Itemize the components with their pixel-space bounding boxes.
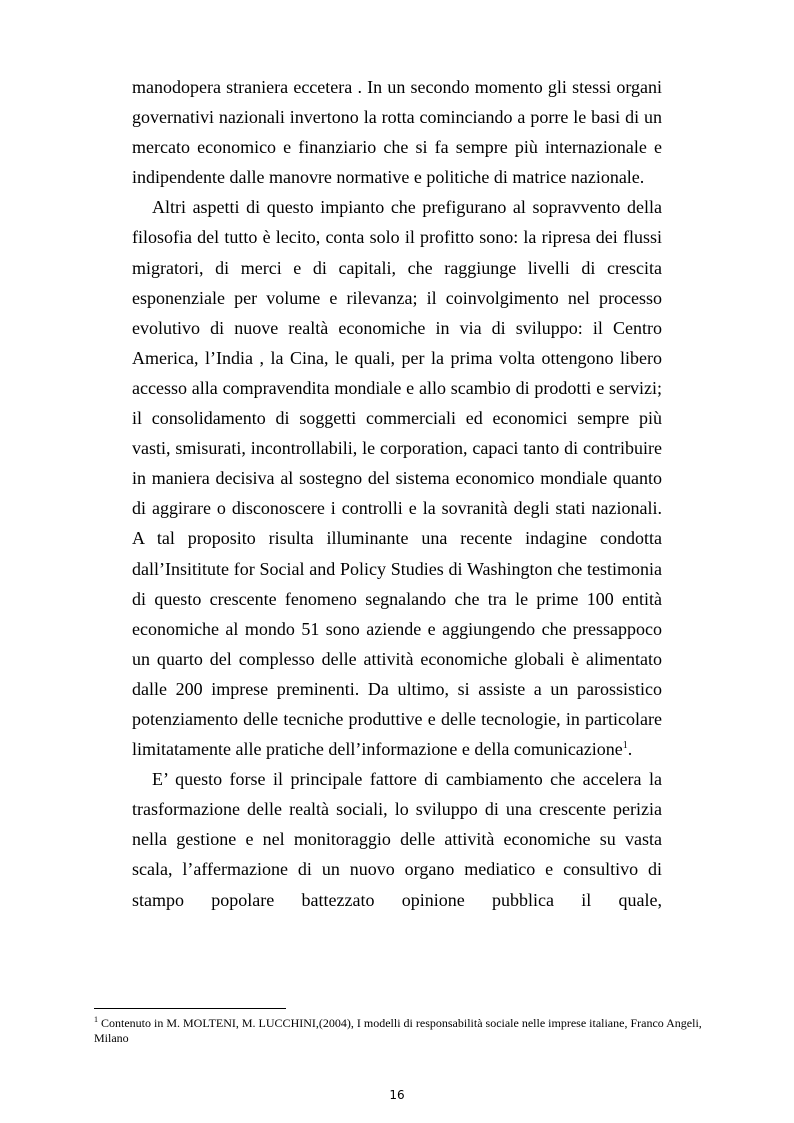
footnote-text: Contenuto in M. MOLTENI, M. LUCCHINI,(2004), I modelli di responsabilità sociale nelle imprese italiane, Franco Angeli, Milano xyxy=(94,1016,702,1045)
paragraph-2-text: Altri aspetti di questo impianto che prefigurano al sopravvento della filosofia del tutto è lecito, conta solo il profitto sono: la ripresa dei flussi migratori, di merci e di capitali, che raggiunge livelli di crescita esponenziale per volume e rilevanza; il coinvolgimento nel processo evolutivo di nuove realtà economiche in via di sviluppo: il Centro America, l’India , la Cina, le quali, per la prima volta ottengono libero accesso alla compravendita mondiale e allo scambio di prodotti e servizi; il consolidamento di soggetti commerciali ed economici sempre più vasti, smisurati, incontrollabili, le corporation, capaci tanto di contribuire in maniera decisiva al sostegno del sistema economico mondiale quanto di aggirare o disconoscere i controlli e la sovranità degli stati nazionali. A tal proposito risulta illuminante una recente indagine condotta dall’Insititute for Social and Policy Studies di Washington che testimonia di questo crescente fenomeno segnalando che tra le prime 100 entità economiche al mondo 51 sono aziende e aggiungendo che pressappoco un quarto del complesso delle attività economiche globali è alimentato dalle 200 imprese preminenti. Da ultimo, si assiste a un parossistico potenziamento delle tecniche produttive e delle tecnologie, in particolare limitatamente alle pratiche dell’informazione e della comunicazione xyxy=(132,197,662,760)
footnote-marker: 1 xyxy=(94,1015,98,1024)
body-text xyxy=(132,72,662,915)
paragraph-3: E’ questo forse il principale fattore di cambiamento che accelera la trasformazione delle realtà sociali, lo sviluppo di una crescente perizia nella gestione e nel monitoraggio delle attività economiche su vasta scala, l’affermazione di un nuovo organo mediatico e consultivo di stampo popolare battezzato opinione pubblica il quale, xyxy=(132,769,662,910)
page-number: 16 xyxy=(389,1088,405,1102)
footnote-separator xyxy=(94,1008,286,1009)
paragraph-2 xyxy=(132,192,662,764)
footnote-reference[interactable]: 1 xyxy=(622,740,628,752)
paragraph-1: manodopera straniera eccetera . In un secondo momento gli stessi organi governativi nazionali invertono la rotta cominciando a porre le basi di un mercato economico e finanziario che si fa sempre più internazionale e indipendente dalle manovre normative e politiche di matrice nazionale. xyxy=(132,77,662,188)
paragraph-2-end: . xyxy=(627,739,633,760)
footnote xyxy=(94,1016,704,1046)
